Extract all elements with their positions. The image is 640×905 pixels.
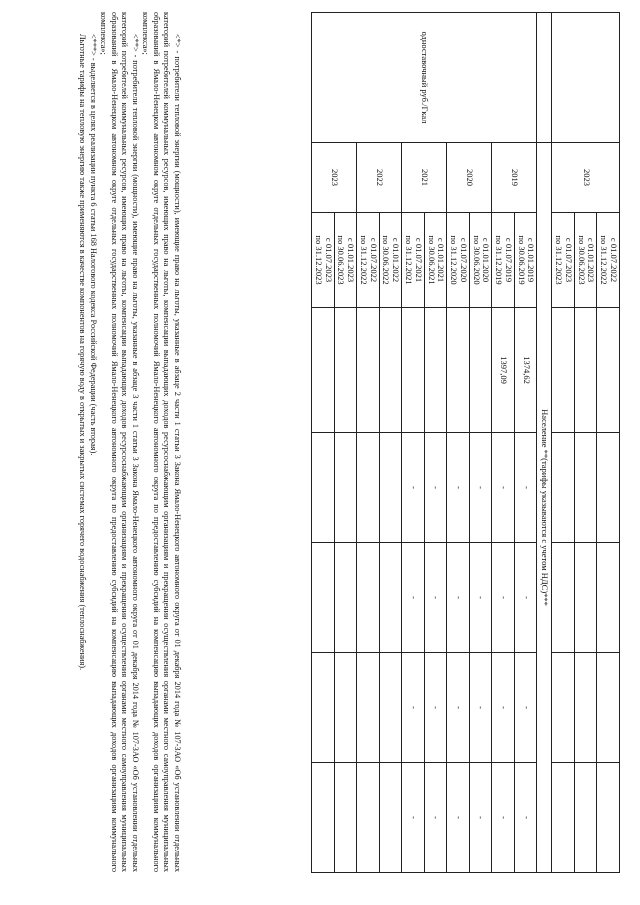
section-row: [537, 13, 552, 873]
period-to: по 31.12.2023: [313, 235, 324, 285]
period-cell: [447, 213, 470, 308]
dash-cell: -: [424, 653, 447, 763]
dash-cell: -: [447, 653, 470, 763]
period-cell: [574, 213, 597, 308]
note-1: <*> - потребители тепловой энергии (мощности), имеющие право на льготы, указанные в абзаце 2 части 1 статьи 3 Закона Ямало-Ненецкого автономного округа от 01 декабря 2014 года № 107-ЗАО «Об установлении отдельных категорий потребителей коммунальных ресурсов, имеющих право на льготы, компенсации выпадающих доходов ресурсоснабжающим организациям и прекращении осуществления органами местного самоуправления муниципальных образований в Ямало-Ненецком автономном округе отдельных государственных полномочий Ямало-Ненецкого автономного округа по предоставлению субсидий на компенсацию выпадающих доходов организациям коммунального комплекса»;: [141, 12, 182, 872]
tariff-value-cell: [312, 308, 335, 433]
tariff-value-cell: [469, 308, 492, 433]
tariff-value-cell: [424, 308, 447, 433]
value-cell: [552, 763, 575, 873]
rotated-sheet: [20, 12, 620, 872]
period-from: с 01.07.2021: [413, 237, 424, 283]
period-cell: [312, 213, 335, 308]
year-cell: 2023: [552, 143, 620, 213]
dash-cell: -: [402, 543, 425, 653]
period-cell: [492, 213, 515, 308]
dash-cell: -: [469, 433, 492, 543]
period-cell: [514, 213, 537, 308]
period-cell: [357, 213, 380, 308]
dash-cell: -: [514, 653, 537, 763]
value-cell: [574, 653, 597, 763]
dash-cell: -: [424, 543, 447, 653]
note-2: <**> - потребители тепловой энергии (мощности), имеющие право на льготы, указанные в абзаце 3 части 1 статьи 3 Закона Ямало-Ненецкого автономного округа от 01 декабря 2014 года № 107-ЗАО «Об установлении отдельных категорий потребителей коммунальных ресурсов, имеющих право на льготы, компенсации выпадающих доходов ресурсоснабжающим организациям и прекращении осуществления органами местного самоуправления муниципальных образований в Ямало-Ненецком автономном округе отдельных государственных полномочий Ямало-Ненецкого автономного округа по предоставлению субсидий на компенсацию выпадающих доходов организациям коммунального комплекса»;: [99, 12, 140, 872]
period-from: с 01.01.2022: [391, 237, 402, 283]
period-cell: [379, 213, 402, 308]
value-cell: [574, 433, 597, 543]
dash-cell: -: [469, 763, 492, 873]
dash-cell: -: [514, 543, 537, 653]
value-cell: [597, 653, 620, 763]
value-cell: [552, 308, 575, 433]
year-cell: 2023: [312, 143, 357, 213]
period-to: по 30.06.2022: [381, 235, 392, 285]
year-cell: 2022: [357, 143, 402, 213]
value-cell: [574, 763, 597, 873]
tariff-value-cell: [357, 308, 380, 433]
dash-cell: -: [492, 433, 515, 543]
dash-cell: -: [402, 763, 425, 873]
period-to: по 31.12.2023: [554, 235, 565, 285]
dash-cell: [312, 763, 335, 873]
tariff-value-cell: [334, 308, 357, 433]
period-from: с 01.07.2023: [563, 237, 574, 283]
dash-cell: -: [492, 653, 515, 763]
dash-cell: [312, 433, 335, 543]
dash-cell: -: [492, 543, 515, 653]
period-cell: [597, 213, 620, 308]
period-to: по 30.06.2019: [516, 235, 527, 285]
dash-cell: [357, 433, 380, 543]
dash-cell: -: [402, 433, 425, 543]
value-cell: [597, 543, 620, 653]
value-cell: [574, 543, 597, 653]
section-empty-cell: [537, 13, 552, 143]
value-cell: [552, 433, 575, 543]
dash-cell: [334, 763, 357, 873]
tariff-value-cell: [402, 308, 425, 433]
year-cell: 2021: [402, 143, 447, 213]
period-from: с 01.07.2022: [368, 237, 379, 283]
dash-cell: [312, 653, 335, 763]
period-cell: [469, 213, 492, 308]
note-4: Льготные тарифы на тепловую энергию также применяются в качестве компонентов на горячую воду в открытых и закрытых системах горячего водоснабжения (теплоснабжения).: [78, 34, 88, 671]
period-to: по 30.06.2023: [336, 235, 347, 285]
period-to: по 31.12.2022: [358, 235, 369, 285]
period-from: с 01.07.2023: [323, 237, 334, 283]
period-to: по 30.06.2021: [426, 235, 437, 285]
period-from: с 01.01.2023: [346, 237, 357, 283]
unit-cell-empty: [552, 13, 620, 143]
tariff-value-cell: 1374,62: [514, 308, 537, 433]
dash-cell: [312, 543, 335, 653]
period-from: с 01.01.2021: [436, 237, 447, 283]
section-header: Население **(тарифы указываются с учетом НДС)***: [537, 143, 552, 873]
year-cell: 2020: [447, 143, 492, 213]
period-cell: [552, 213, 575, 308]
period-to: по 30.06.2020: [471, 235, 482, 285]
dash-cell: [334, 653, 357, 763]
period-from: с 01.01.2019: [526, 237, 537, 283]
period-to: по 31.12.2020: [449, 235, 460, 285]
dash-cell: [357, 653, 380, 763]
dash-cell: [334, 433, 357, 543]
period-cell: [334, 213, 357, 308]
table-row: [597, 13, 620, 873]
dash-cell: -: [492, 763, 515, 873]
dash-cell: -: [447, 763, 470, 873]
period-to: по 31.12.2019: [494, 235, 505, 285]
period-from: с 01.07.2019: [503, 237, 514, 283]
dash-cell: -: [514, 763, 537, 873]
value-cell: [597, 433, 620, 543]
dash-cell: [357, 543, 380, 653]
period-to: по 30.06.2023: [576, 235, 587, 285]
tariff-table: [311, 12, 620, 873]
dash-cell: [334, 543, 357, 653]
tariff-value-cell: [447, 308, 470, 433]
year-cell: 2019: [492, 143, 537, 213]
value-cell: [574, 308, 597, 433]
dash-cell: -: [447, 433, 470, 543]
value-cell: [597, 308, 620, 433]
dash-cell: -: [469, 653, 492, 763]
table-row: [514, 13, 537, 873]
dash-cell: -: [402, 653, 425, 763]
period-to: по 31.12.2022: [599, 235, 610, 285]
footnotes: [77, 12, 182, 872]
dash-cell: [357, 763, 380, 873]
tariff-value-cell: [379, 308, 402, 433]
period-from: с 01.07.2020: [458, 237, 469, 283]
dash-cell: -: [424, 763, 447, 873]
period-to: по 31.12.2021: [403, 235, 414, 285]
unit-cell: одноставочный руб./Гкал: [312, 13, 537, 143]
dash-cell: [379, 653, 402, 763]
period-from: с 01.01.2023: [586, 237, 597, 283]
dash-cell: -: [514, 433, 537, 543]
dash-cell: [379, 543, 402, 653]
period-cell: [402, 213, 425, 308]
period-cell: [424, 213, 447, 308]
dash-cell: -: [424, 433, 447, 543]
value-cell: [552, 653, 575, 763]
value-cell: [552, 543, 575, 653]
period-from: с 01.01.2020: [481, 237, 492, 283]
dash-cell: [379, 433, 402, 543]
dash-cell: [379, 763, 402, 873]
period-from: с 01.07.2022: [609, 237, 619, 283]
value-cell: [597, 763, 620, 873]
tariff-value-cell: 1397,09: [492, 308, 515, 433]
dash-cell: -: [469, 543, 492, 653]
note-3: <***> - выделяется в целях реализации пункта 6 статьи 168 Налогового кодекса Российской Федерации (часть вторая).: [89, 34, 98, 456]
dash-cell: -: [447, 543, 470, 653]
